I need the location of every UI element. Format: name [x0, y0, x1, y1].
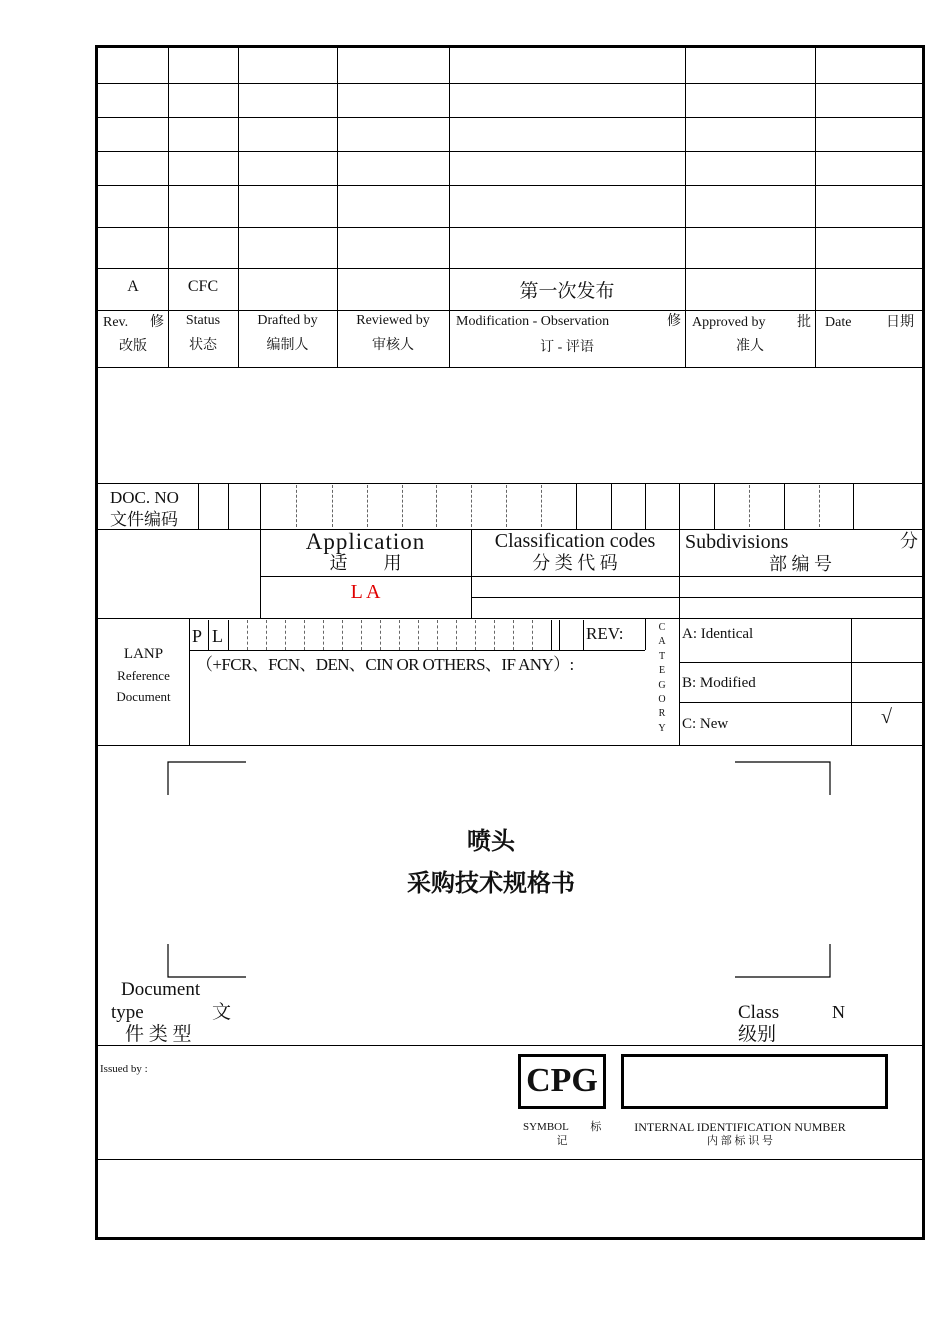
class-label: Class: [738, 1002, 780, 1023]
modification-header: Modification - Observation: [456, 314, 610, 329]
drafted-header-cn: 编制人: [266, 338, 309, 353]
internal-id-label: INTERNAL IDENTIFICATION NUMBER: [634, 1120, 846, 1134]
category-c-label: C: New: [682, 716, 729, 732]
category-vertical-label: C A T E G O R Y: [658, 622, 666, 734]
status-value: CFC: [187, 278, 219, 295]
modification-header-cn: 修: [667, 314, 681, 329]
document-title-line1: 喷头: [467, 829, 515, 855]
approved-header: Approved by: [692, 315, 766, 330]
category-b-label: B: Modified: [682, 675, 756, 691]
rev-header-cn: 修: [150, 315, 164, 330]
application-label-cn: 适 用: [329, 553, 402, 573]
classification-label-cn: 分 类 代 码: [532, 553, 618, 573]
application-label: Application: [305, 529, 426, 554]
date-header: Date: [825, 315, 852, 330]
rev-header-cn2: 改版: [119, 339, 147, 354]
drafted-header: Drafted by: [257, 313, 318, 328]
reviewed-header-cn: 审核人: [372, 338, 414, 353]
doc-type-label-cn2: 件 类 型: [125, 1024, 192, 1045]
subdivisions-label-cn: 分: [900, 531, 918, 551]
rev-field-label: REV:: [586, 624, 624, 643]
subdivisions-label: Subdivisions: [685, 531, 789, 553]
approved-header-cn: 批: [797, 315, 811, 330]
lanp-label: LANP: [123, 646, 164, 662]
reviewed-header: Reviewed by: [356, 313, 430, 328]
modification-value: 第一次发布: [519, 281, 615, 302]
lanp-others-note: （+FCR、FCN、DEN、CIN OR OTHERS、IF ANY）:: [196, 655, 574, 674]
rev-header: Rev.: [103, 315, 129, 330]
symbol-label-cn: 记: [556, 1135, 568, 1147]
doc-no-label: DOC. NO: [110, 488, 179, 507]
symbol-box: [518, 1054, 606, 1109]
application-value: L A: [350, 581, 381, 603]
document-title-line2: 采购技术规格书: [407, 871, 575, 897]
class-value: N: [832, 1002, 845, 1022]
doc-type-label-cn: 文: [212, 1002, 232, 1023]
lanp-label-3: Document: [116, 689, 171, 704]
class-label-cn: 级别: [738, 1024, 777, 1045]
doc-type-label: Document: [121, 979, 201, 1000]
category-c-mark[interactable]: √: [881, 706, 892, 728]
doc-no-label-cn: 文件编码: [110, 510, 178, 529]
status-header: Status: [185, 313, 221, 328]
lanp-label-2: Reference: [117, 668, 170, 683]
internal-id-label-cn: 内 部 标 识 号: [707, 1135, 773, 1147]
symbol-label: SYMBOL 标: [523, 1121, 602, 1133]
doc-type-label-2: type: [111, 1002, 144, 1023]
category-a-label: A: Identical: [682, 626, 754, 642]
approved-header-cn2: 准人: [736, 339, 764, 354]
modification-header-cn2: 订 - 评语: [540, 340, 594, 355]
symbol-code: CPG: [526, 1062, 598, 1099]
rev-value: A: [127, 278, 139, 295]
subdivisions-label-cn2: 部 编 号: [769, 554, 832, 574]
issued-by-label: Issued by :: [100, 1063, 148, 1075]
date-header-cn: 日期: [886, 315, 914, 330]
classification-label: Classification codes: [494, 530, 656, 552]
internal-id-box[interactable]: [621, 1054, 888, 1109]
status-header-cn: 状态: [189, 338, 217, 353]
pl-p: P: [192, 626, 203, 646]
pl-l: L: [212, 626, 223, 646]
